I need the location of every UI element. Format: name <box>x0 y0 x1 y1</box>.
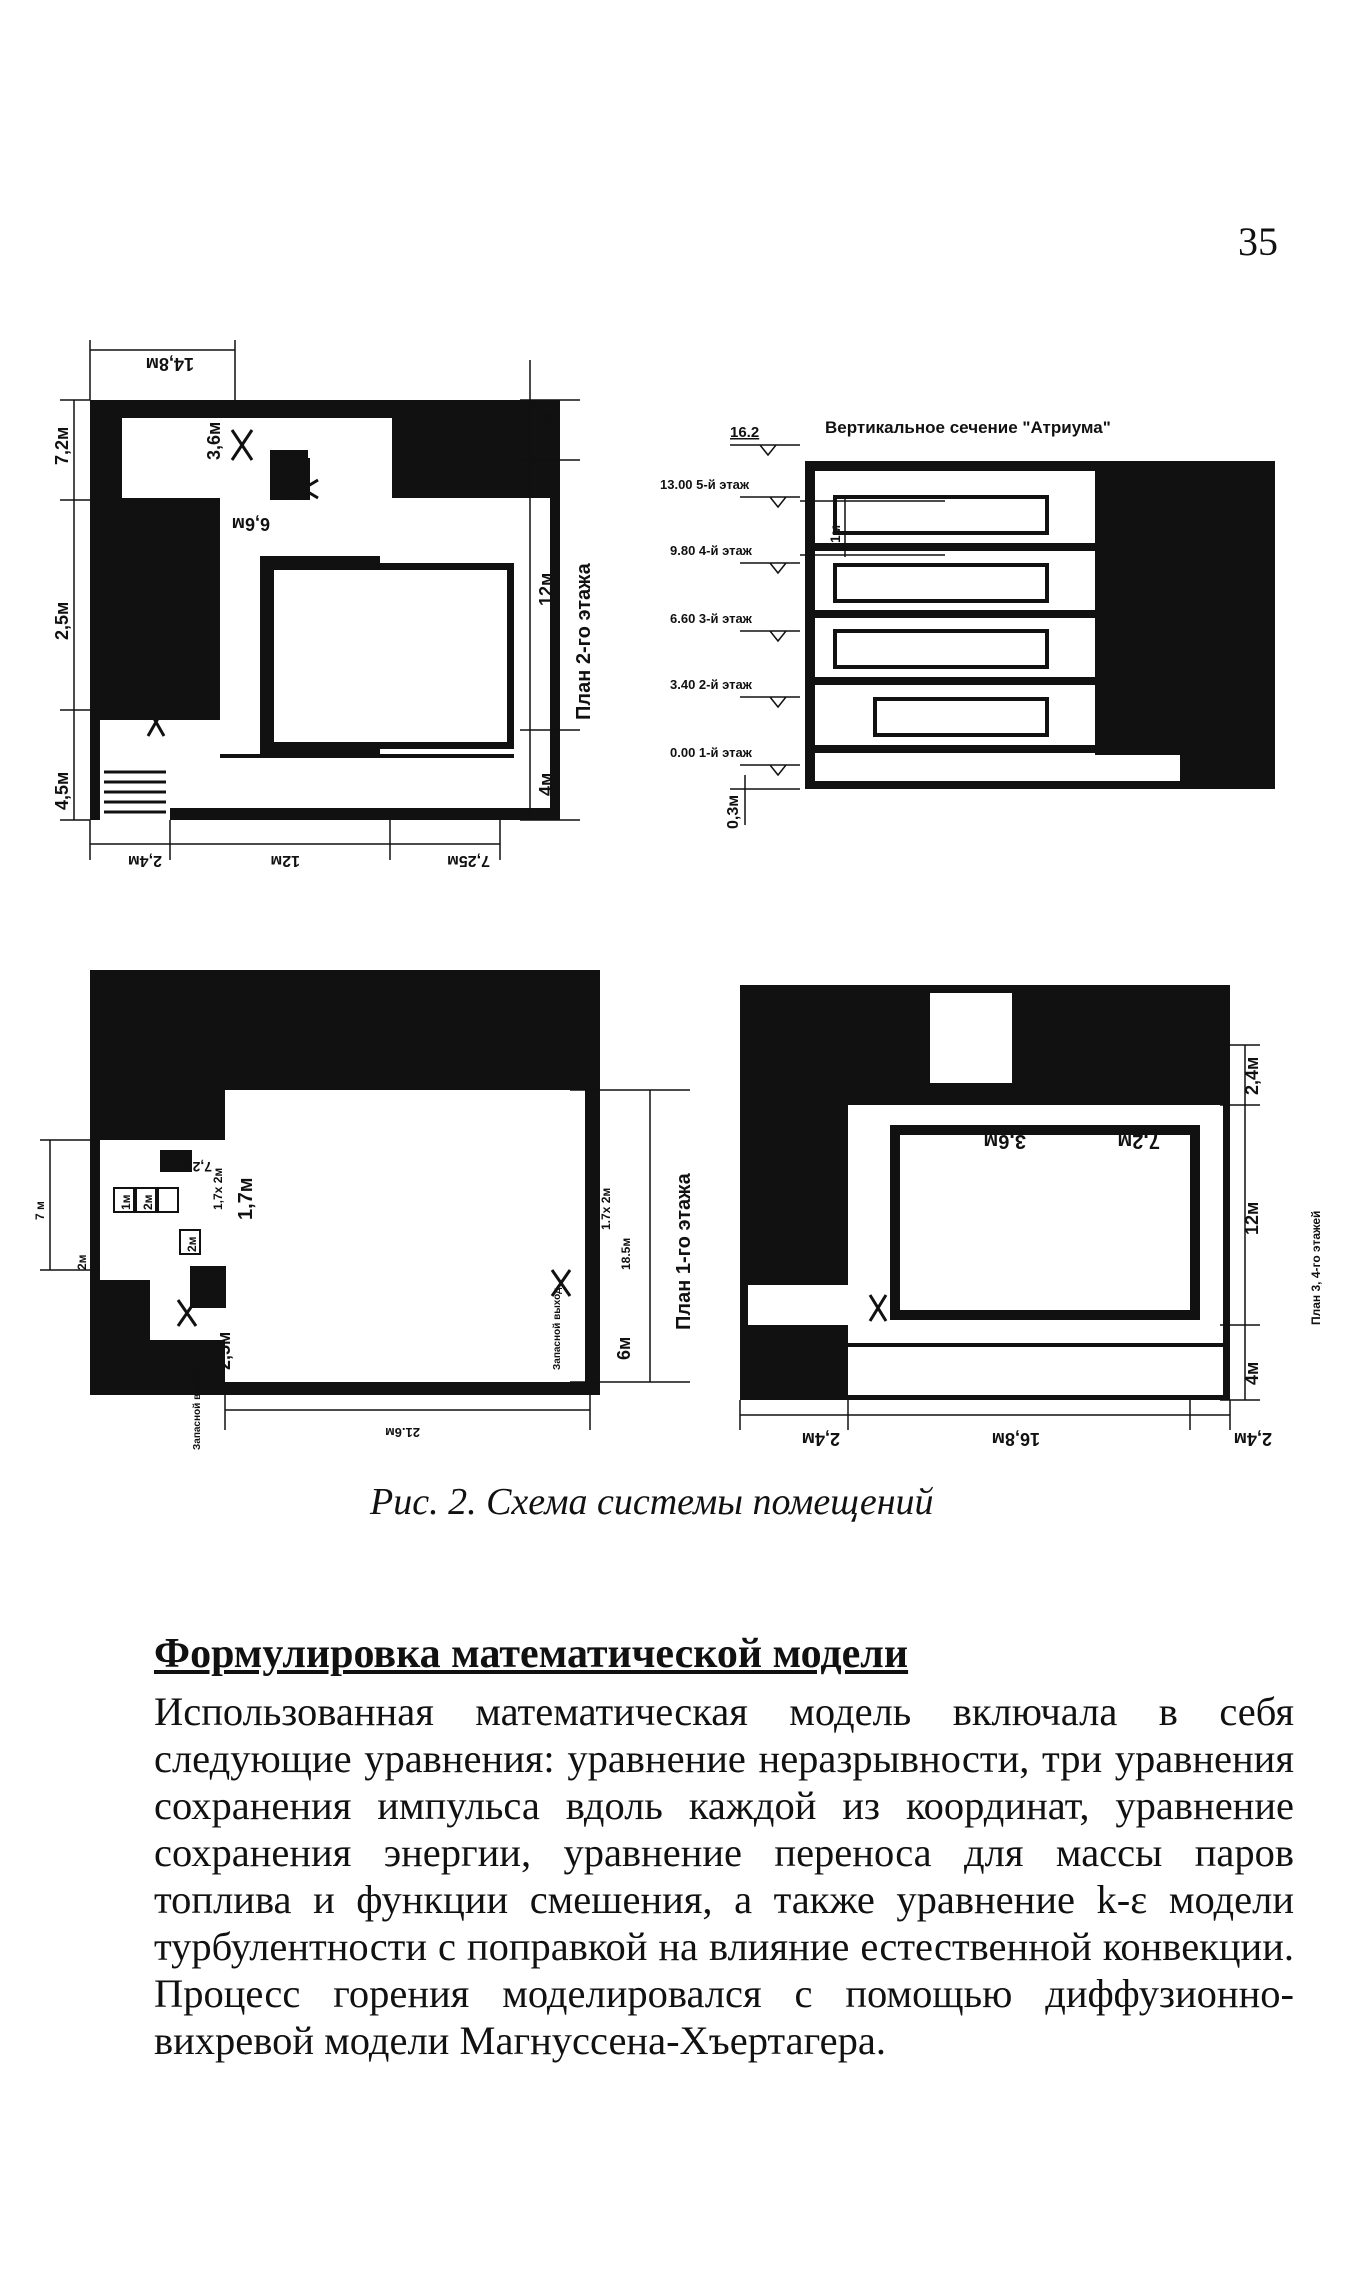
section-top-level: 16.2 <box>730 424 760 441</box>
level-2: 3.40 2-й этаж <box>670 677 752 692</box>
body-paragraph: Использованная математическая модель включала в себя следующие уравнения: уравнение неразрывности, три уравнения сохранения импульса вдоль каждой из координат, уравнение сохранения энергии, уравнение переноса для массы паров топлива и функции смешения, а также уравнение k-ε модели турбулентности с поправкой на влияние естественной конвекции. Процесс горения моделировался с помощью диффузионно-вихревой модели Магнуссена-Хъертагера. <box>154 1689 1294 2063</box>
section-heading: Формулировка математической модели <box>154 1631 909 1677</box>
dim-right-18-5: 18.5м <box>619 1237 633 1270</box>
section-bottom-dim: 0,3м <box>725 794 742 829</box>
level-5: 13.00 5-й этаж <box>660 477 750 492</box>
dim-bottom-left: 2,4м <box>127 852 162 869</box>
dim-right-6: 6м <box>614 1336 634 1360</box>
dim-right-1-7x2: 1.7х 2м <box>599 1187 613 1230</box>
dim-left-top: 7,2м <box>52 426 72 465</box>
dim-right-top: 2,4м <box>1242 1056 1262 1095</box>
dim-small-2m-b: 2м <box>185 1236 199 1252</box>
dim-right-mid: 12м <box>1242 1201 1262 1235</box>
plan-2nd-floor <box>52 340 660 900</box>
dim-top: 14,8м <box>145 354 194 374</box>
plan1-side-label: План 1-го этажа <box>673 1173 695 1330</box>
atrium-void <box>274 570 507 742</box>
section-1m: 1м <box>827 524 843 543</box>
level-4: 9.80 4-й этаж <box>670 543 752 558</box>
plan-1st-floor <box>30 970 730 1450</box>
plan-3rd-4th-floor <box>740 985 1330 1449</box>
atrium-vertical-section <box>650 405 1290 829</box>
level-1: 0.00 1-й этаж <box>670 745 752 760</box>
dim-small-2m: 2м <box>141 1194 155 1210</box>
dim-bottom: 21.6м <box>385 1425 420 1440</box>
dim-inner-3-6: 3,6м <box>983 1130 1026 1152</box>
plan2-side-label: План 2-го этажа <box>573 563 595 720</box>
dim-inner-6-6: 6,6м <box>231 514 270 534</box>
dim-inner-2-5: 2,5м <box>214 1331 234 1370</box>
dim-bottom-left: 2,4м <box>801 1429 840 1449</box>
dim-right-bot: 4м <box>1242 1361 1262 1385</box>
dim-bottom-mid: 16,8м <box>991 1429 1040 1449</box>
dim-right-bot: 4м <box>536 772 556 796</box>
dim-inner-7-2: 7,2м <box>182 1159 212 1175</box>
dim-right-mid: 12м <box>536 572 556 606</box>
page-number: 35 <box>1238 219 1278 264</box>
plan3-side-label: План 3, 4-го этажей <box>1309 1210 1323 1325</box>
level-3: 6.60 3-й этаж <box>670 611 752 626</box>
dim-left-2m: 2м <box>75 1254 89 1270</box>
dim-left-mid: 2,5м <box>52 601 72 640</box>
body-text <box>154 1688 1294 2064</box>
dim-inner-7-2: 7,2м <box>1117 1130 1160 1152</box>
dim-right-top: 2,7м <box>536 409 556 448</box>
emergency-exit-label: Запасной выход <box>552 1287 563 1370</box>
figure-caption: Рис. 2. Схема системы помещений <box>370 1481 934 1523</box>
emergency-exit-label-2: Запасной выход <box>192 1367 203 1450</box>
dim-small-1m: 1м <box>119 1194 133 1210</box>
dim-bottom-mid: 12м <box>270 852 300 869</box>
dim-bottom-right: 7,25м <box>447 852 490 869</box>
section-title: Вертикальное сечение "Атриума" <box>825 418 1111 437</box>
dim-bottom-right: 2,4м <box>1233 1429 1272 1449</box>
dim-left-7m: 7 м <box>33 1201 47 1220</box>
dim-inner-1-7x2: 1,7х 2м <box>211 1167 225 1210</box>
dim-inner-1-7: 1,7м <box>235 1177 257 1220</box>
dim-left-bot: 4,5м <box>52 771 72 810</box>
dim-inner-3-6: 3,6м <box>204 421 224 460</box>
